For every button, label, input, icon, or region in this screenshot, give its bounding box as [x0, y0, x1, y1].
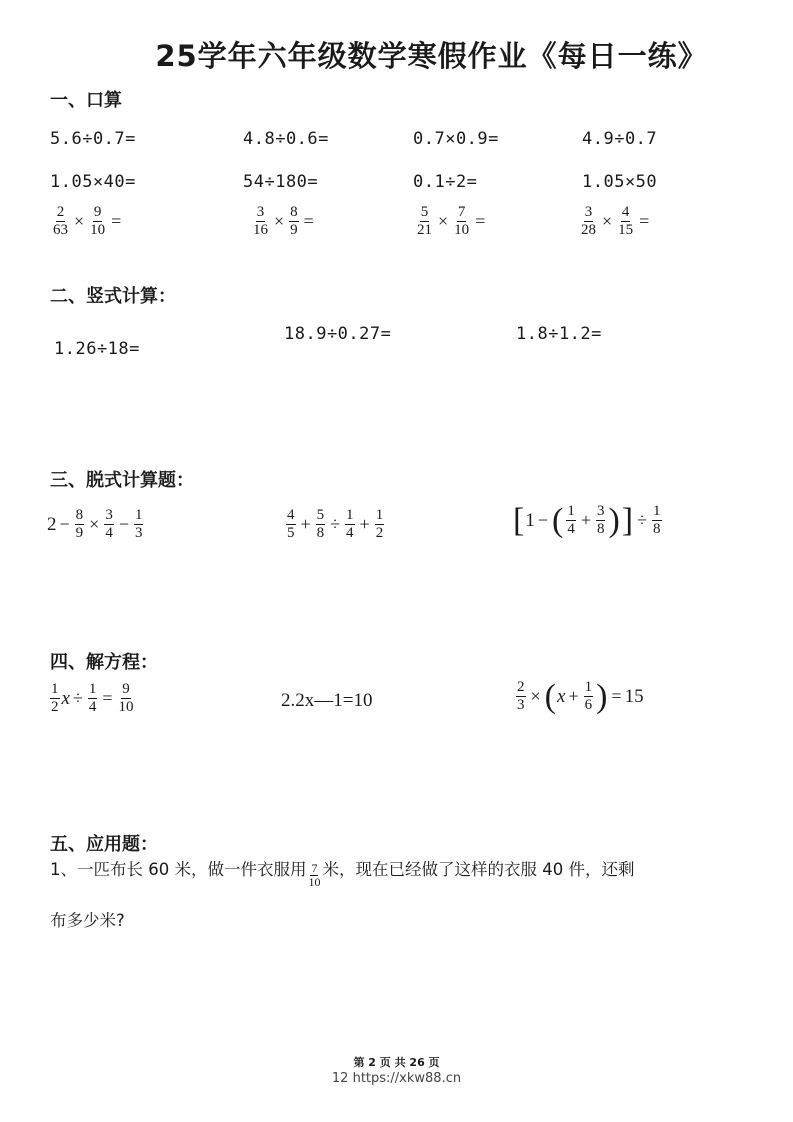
- site-watermark: 12 https://xkw88.cn: [331, 1071, 462, 1086]
- vertical-item: 1.26÷18=: [54, 339, 140, 359]
- fraction: $\frac{7}{10}$: [454, 204, 470, 238]
- fraction: $\frac{5}{21}$: [417, 204, 432, 238]
- fraction: $\frac{3}{16}$: [253, 204, 268, 238]
- fraction: $\frac{8}{9}$: [290, 204, 298, 238]
- stepwise-expression-1: 2 − $\frac{8}{9}$ × $\frac{3}{4}$ − $\frac{1}{3}$: [47, 507, 143, 541]
- vertical-item: 1.8÷1.2=: [516, 324, 602, 344]
- section-heading-equations: 四、解方程：: [50, 652, 158, 673]
- oral-fraction-item: $\frac{3}{16}$ × $\frac{8}{9}$ =: [253, 204, 314, 238]
- page-number: 第 2 页 共 26 页: [353, 1056, 440, 1069]
- oral-fraction-item: $\frac{3}{28}$ × $\frac{4}{15}$ =: [581, 204, 650, 238]
- equation-3: $\frac{2}{3}$ × ( x + $\frac{1}{6}$ ) = 15: [517, 677, 644, 715]
- page-title: 25学年六年级数学寒假作业《每日一练》: [155, 39, 708, 73]
- oral-item: 5.6÷0.7=: [50, 129, 136, 149]
- oral-fraction-item: $\frac{5}{21}$ × $\frac{7}{10}$ =: [417, 204, 486, 238]
- vertical-item: 18.9÷0.27=: [284, 324, 392, 344]
- oral-item: 0.1÷2=: [413, 172, 478, 192]
- fraction: $\frac{3}{28}$: [581, 204, 596, 238]
- oral-item: 4.9÷0.7: [582, 129, 658, 149]
- section-heading-oral: 一、口算: [50, 90, 122, 111]
- word-problem-1: 1、一匹布长 60 米，做一件衣服用 $\frac{7}{10}$ 米，现在已经做了这样的衣服 40 件，还剩 布多少米?: [50, 860, 635, 930]
- equation-2: 2.2x—1=10: [281, 690, 373, 711]
- oral-item: 54÷180=: [243, 172, 319, 192]
- stepwise-expression-2: $\frac{4}{5}$ + $\frac{5}{8}$ ÷ $\frac{1}{4}$ + $\frac{1}{2}$: [287, 507, 384, 541]
- fraction: $\frac{2}{63}$: [53, 204, 68, 238]
- oral-fraction-item: $\frac{2}{63}$ × $\frac{9}{10}$ =: [53, 204, 122, 238]
- equation-1: $\frac{1}{2}$ x ÷ $\frac{1}{4}$ = $\frac{9}{10}$: [51, 681, 134, 715]
- fraction: $\frac{7}{10}$: [308, 861, 321, 889]
- section-heading-word-problems: 五、应用题：: [50, 834, 158, 855]
- oral-item: 1.05×50: [582, 172, 658, 192]
- stepwise-expression-3: [ 1 − ( $\frac{1}{4}$ + $\frac{3}{8}$ ) ] ÷ $\frac{1}{8}$: [513, 501, 661, 539]
- section-heading-stepwise: 三、脱式计算题：: [50, 470, 194, 491]
- fraction: $\frac{9}{10}$: [90, 204, 106, 238]
- oral-item: 1.05×40=: [50, 172, 136, 192]
- oral-item: 0.7×0.9=: [413, 129, 499, 149]
- fraction: $\frac{4}{15}$: [618, 204, 634, 238]
- section-heading-vertical: 二、竖式计算：: [50, 286, 176, 307]
- oral-item: 4.8÷0.6=: [243, 129, 329, 149]
